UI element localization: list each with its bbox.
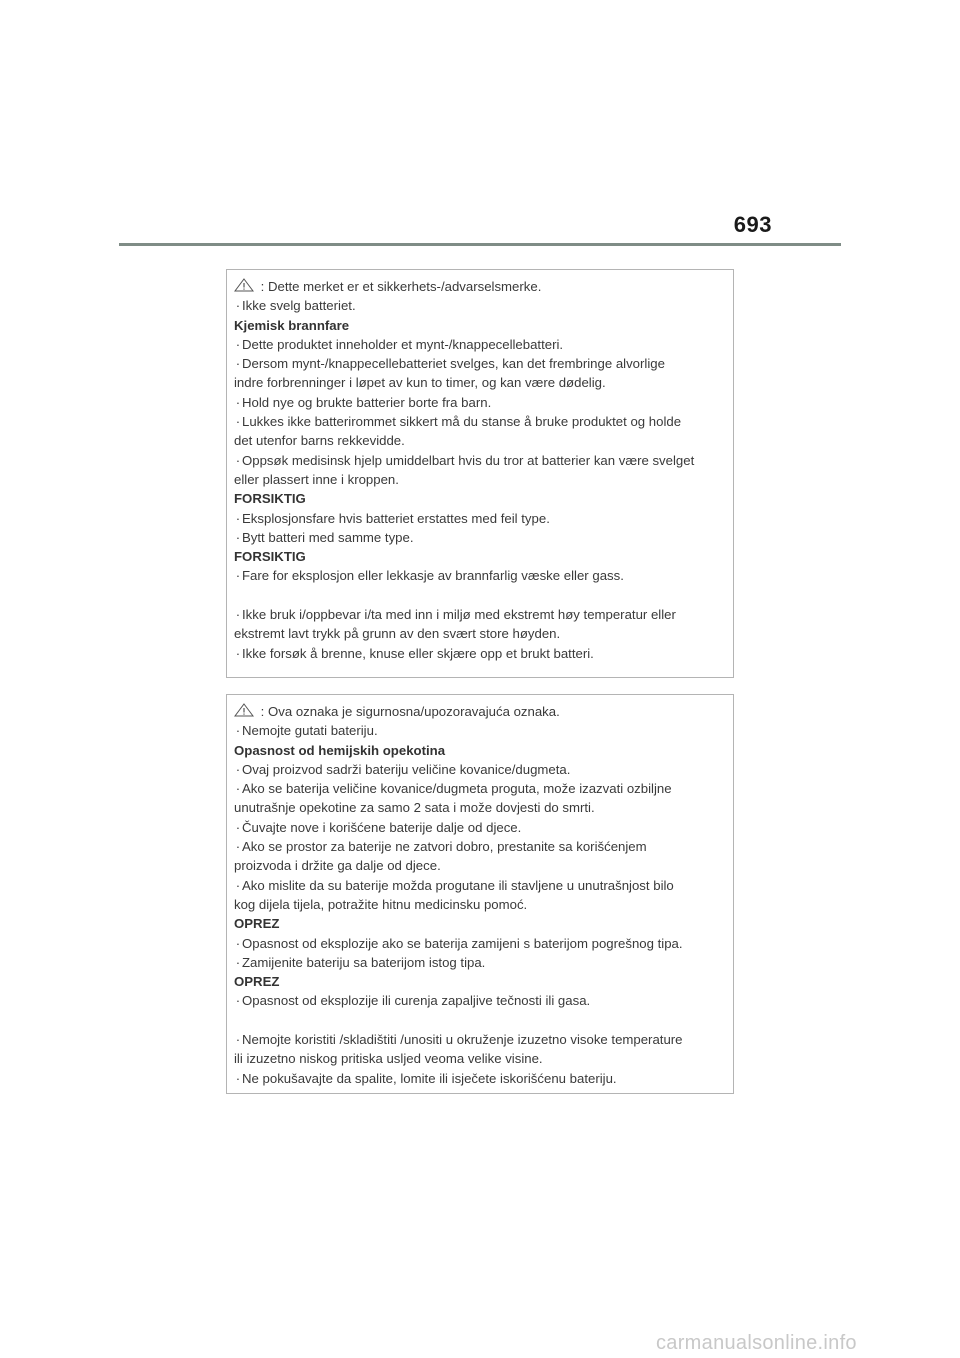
page-number: 693: [733, 212, 772, 237]
bullet-text: Nemojte gutati bateriju.: [242, 723, 378, 739]
symbol-line: [234, 702, 725, 721]
bullet-text: Opasnost od eksplozije ili curenja zapaljive tečnosti ili gasa.: [242, 993, 591, 1009]
bullet-text: Dersom mynt-/knappecellebatteriet svelges, kan det frembringe alvorlige: [242, 356, 665, 372]
symbol-line: [234, 277, 725, 296]
bullet-dot-icon: ·: [235, 1032, 241, 1048]
blank-line: [234, 1011, 725, 1030]
bullet-dot-icon: ·: [235, 761, 241, 777]
warning-triangle-icon: [234, 703, 254, 717]
section-heading: Kjemisk brannfare: [234, 317, 350, 333]
bullet-item: [234, 393, 725, 412]
bullet-dot-icon: ·: [235, 414, 241, 430]
continuation-text: indre forbrenninger i løpet av kun to timer, og kan være dødelig.: [234, 375, 606, 391]
bullet-text: Ovaj proizvod sadrži bateriju veličine kovanice/dugmeta.: [242, 761, 571, 777]
bullet-item: [234, 296, 725, 315]
bullet-text: Ikke svelg batteriet.: [242, 298, 356, 314]
bullet-item: [234, 953, 725, 972]
warning-box-norwegian: [226, 269, 734, 678]
symbol-description: : Dette merket er et sikkerhets-/advarselsmerke.: [257, 279, 542, 294]
section-heading: OPREZ: [234, 916, 280, 932]
bullet-text: Bytt batteri med samme type.: [242, 529, 414, 545]
bullet-text: Opasnost od eksplozije ako se baterija zamijeni s baterijom pogrešnog tipa.: [242, 935, 683, 951]
bullet-text: Čuvajte nove i korišćene baterije dalje od djece.: [242, 819, 522, 835]
bullet-text: Nemojte koristiti /skladištiti /unositi u okruženje izuzetno visoke temperature: [242, 1032, 683, 1048]
warning-box-croatian: [226, 694, 734, 1094]
header-rule: [119, 243, 841, 246]
blank-line: [234, 586, 725, 605]
continuation-text: ekstremt lavt trykk på grunn av den svært store høyden.: [234, 626, 561, 642]
bullet-dot-icon: ·: [235, 529, 241, 545]
bullet-text: Ikke bruk i/oppbevar i/ta med inn i miljø med ekstremt høy temperatur eller: [242, 607, 676, 623]
bullet-dot-icon: ·: [235, 723, 241, 739]
continuation-text: eller plassert inne i kroppen.: [234, 471, 399, 487]
bullet-dot-icon: ·: [235, 819, 241, 835]
continuation-text: ili izuzetno niskog pritiska usljed veoma velike visine.: [234, 1051, 543, 1067]
bullet-dot-icon: ·: [235, 394, 241, 410]
bullet-text: Hold nye og brukte batterier borte fra barn.: [242, 394, 492, 410]
continuation-text: unutrašnje opekotine za samo 2 sata i može dovjesti do smrti.: [234, 800, 595, 816]
bullet-item: [234, 721, 725, 740]
bullet-dot-icon: ·: [235, 781, 241, 797]
bullet-text: Zamijenite bateriju sa baterijom istog tipa.: [242, 954, 486, 970]
bullet-text: Ne pokušavajte da spalite, lomite ili isječete iskorišćenu bateriju.: [242, 1070, 617, 1086]
bullet-item: [234, 451, 725, 470]
warning-triangle-icon: [234, 278, 254, 292]
bullet-dot-icon: ·: [235, 954, 241, 970]
bullet-item: [234, 760, 725, 779]
bullet-text: Eksplosjonsfare hvis batteriet erstattes med feil type.: [242, 510, 550, 526]
bullet-item: [234, 354, 725, 373]
continuation-text: proizvoda i držite ga dalje od djece.: [234, 858, 441, 874]
section-heading: FORSIKTIG: [234, 549, 306, 565]
bullet-item: [234, 412, 725, 431]
bullet-item: [234, 1069, 725, 1088]
bullet-item: [234, 991, 725, 1010]
bullet-dot-icon: ·: [235, 568, 241, 584]
bullet-dot-icon: ·: [235, 607, 241, 623]
watermark: carmanualsonline.info: [656, 1332, 857, 1354]
section-heading: OPREZ: [234, 974, 280, 990]
bullet-dot-icon: ·: [235, 298, 241, 314]
bullet-item: [234, 566, 725, 585]
bullet-dot-icon: ·: [235, 1070, 241, 1086]
section-heading: FORSIKTIG: [234, 491, 306, 507]
bullet-item: [234, 528, 725, 547]
bullet-item: [234, 509, 725, 528]
bullet-item: [234, 644, 725, 663]
continuation-text: kog dijela tijela, potražite hitnu medicinsku pomoć.: [234, 896, 528, 912]
bullet-item: [234, 837, 725, 856]
bullet-item: [234, 779, 725, 798]
bullet-text: Lukkes ikke batterirommet sikkert må du stanse å bruke produktet og holde: [242, 414, 682, 430]
bullet-dot-icon: ·: [235, 645, 241, 661]
bullet-text: Fare for eksplosjon eller lekkasje av brannfarlig væske eller gass.: [242, 568, 624, 584]
bullet-text: Ako se prostor za baterije ne zatvori dobro, prestanite sa korišćenjem: [242, 839, 647, 855]
bullet-dot-icon: ·: [235, 877, 241, 893]
bullet-text: Dette produktet inneholder et mynt-/knappecellebatteri.: [242, 336, 564, 352]
bullet-dot-icon: ·: [235, 336, 241, 352]
bullet-item: [234, 1030, 725, 1049]
bullet-item: [234, 605, 725, 624]
bullet-text: Ako mislite da su baterije možda progutane ili stavljene u unutrašnjost bilo: [242, 877, 674, 893]
bullet-item: [234, 818, 725, 837]
bullet-item: [234, 335, 725, 354]
section-heading: Opasnost od hemijskih opekotina: [234, 742, 446, 758]
bullet-text: Ako se baterija veličine kovanice/dugmeta proguta, može izazvati ozbiljne: [242, 781, 672, 797]
continuation-text: det utenfor barns rekkevidde.: [234, 433, 405, 449]
symbol-description: : Ova oznaka je sigurnosna/upozoravajuća oznaka.: [257, 704, 560, 719]
bullet-text: Oppsøk medisinsk hjelp umiddelbart hvis du tror at batterier kan være svelget: [242, 452, 695, 468]
bullet-dot-icon: ·: [235, 993, 241, 1009]
bullet-item: [234, 876, 725, 895]
bullet-dot-icon: ·: [235, 935, 241, 951]
bullet-dot-icon: ·: [235, 452, 241, 468]
bullet-dot-icon: ·: [235, 356, 241, 372]
bullet-text: Ikke forsøk å brenne, knuse eller skjære opp et brukt batteri.: [242, 645, 594, 661]
bullet-dot-icon: ·: [235, 510, 241, 526]
bullet-dot-icon: ·: [235, 839, 241, 855]
bullet-item: [234, 934, 725, 953]
